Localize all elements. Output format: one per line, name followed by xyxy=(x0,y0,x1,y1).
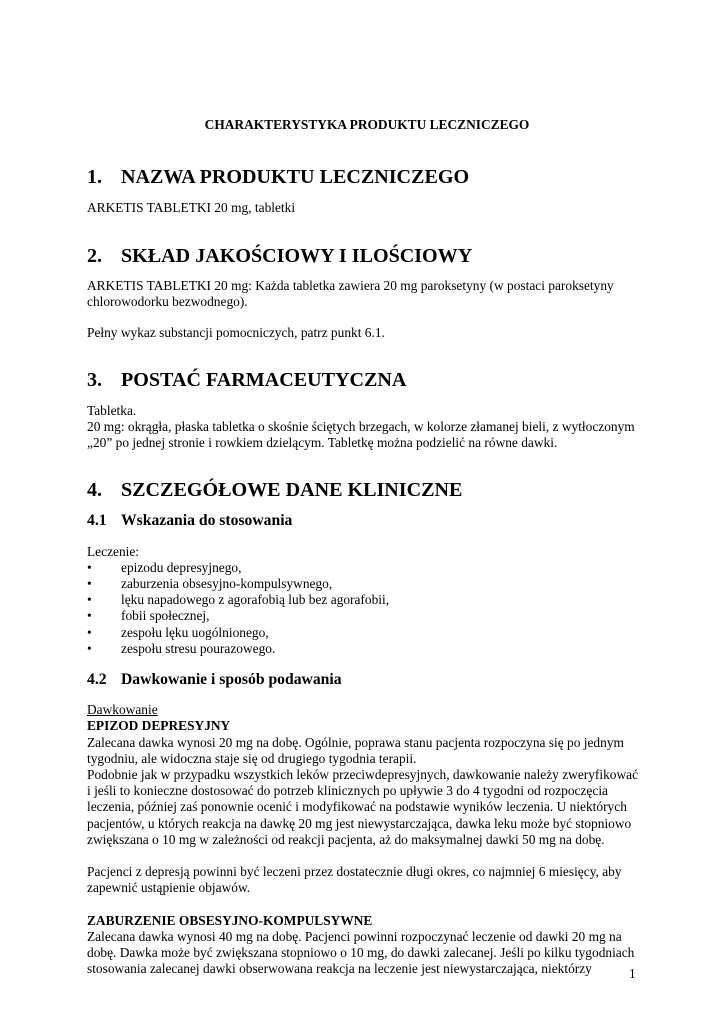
ocd-line-1: Zalecana dawka wynosi 40 mg na dobę. Pacjenci powinni rozpoczynać leczenie od dawki 20 mg na xyxy=(87,928,622,944)
excipients-text: Pełny wykaz substancji pomocniczych, patrz punkt 6.1. xyxy=(87,325,385,341)
bullet-icon: • xyxy=(87,592,92,608)
section-4-title: SZCZEGÓŁOWE DANE KLINICZNE xyxy=(121,479,463,502)
section-2-heading xyxy=(87,244,647,267)
section-4-number: 4. xyxy=(87,479,103,502)
indications-intro: Leczenie: xyxy=(87,543,140,559)
list-item: • zespołu lęku uogólnionego, xyxy=(87,624,269,640)
document-page xyxy=(87,117,647,977)
product-name-text: ARKETIS TABLETKI 20 mg, tabletki xyxy=(87,200,296,216)
ocd-line-2: dobę. Dawka może być zwiększana stopniowo o 10 mg, do dawki zalecanej. Jeśli po kilku tygodniach xyxy=(87,944,635,960)
list-item: • zaburzenia obsesyjno-kompulsywnego, xyxy=(87,576,333,592)
bullet-icon: • xyxy=(87,640,92,656)
depression-line-4: i jeśli to konieczne dostosować do potrzeb klinicznych po upływie 3 do 4 tygodni od rozpoczęcia xyxy=(87,783,608,799)
section-2-number: 2. xyxy=(87,244,103,267)
list-item: • lęku napadowego z agorafobią lub bez agorafobii, xyxy=(87,592,390,608)
depression-line-6: pacjentów, u których reakcja na dawkę 20 mg jest niewystarczająca, dawka leku może być stopniowo xyxy=(87,815,632,831)
page-number: 1 xyxy=(629,966,636,981)
depression-heading: EPIZOD DEPRESYJNY xyxy=(87,718,231,734)
depression-line-3: Podobnie jak w przypadku wszystkich leków przeciwdepresyjnych, dawkowanie należy zweryfikować xyxy=(87,767,639,783)
composition-text-line-2: chlorowodorku bezwodnego). xyxy=(87,294,248,310)
form-text-line-3: „20” po jednej stronie i rowkiem dzielącym. Tabletkę można podzielić na równe dawki. xyxy=(87,435,558,451)
section-4-1-number: 4.1 xyxy=(87,512,107,530)
section-3-title: POSTAĆ FARMACEUTYCZNA xyxy=(121,369,407,392)
bullet-icon: • xyxy=(87,624,92,640)
indications-list xyxy=(87,560,647,657)
section-4-heading xyxy=(87,479,647,502)
section-1-title: NAZWA PRODUKTU LECZNICZEGO xyxy=(121,166,470,189)
form-text-line-2: 20 mg: okrągła, płaska tabletka o skośnie ściętych brzegach, w kolorze złamanej bieli, z wytłoczonym xyxy=(87,418,635,434)
section-1-number: 1. xyxy=(87,166,103,189)
list-item: • zespołu stresu pourazowego. xyxy=(87,640,276,656)
bullet-icon: • xyxy=(87,576,92,592)
ocd-heading: ZABURZENIE OBSESYJNO-KOMPULSYWNE xyxy=(87,912,373,928)
list-item: • fobii społecznej, xyxy=(87,608,210,624)
depression-line-2: tygodniu, ale widoczna staje się od drugiego tygodnia terapii. xyxy=(87,750,417,766)
dosage-subheading: Dawkowanie xyxy=(87,702,158,718)
section-4-2-number: 4.2 xyxy=(87,671,107,689)
section-3-heading xyxy=(87,369,647,392)
section-3-number: 3. xyxy=(87,369,103,392)
section-2-title: SKŁAD JAKOŚCIOWY I ILOŚCIOWY xyxy=(121,244,473,267)
ocd-line-3: stosowania zalecanej dawki obserwowana reakcja na leczenie jest niewystarczająca, niektórzy xyxy=(87,961,592,977)
section-1-heading xyxy=(87,166,647,189)
section-4-1-title: Wskazania do stosowania xyxy=(121,512,293,530)
section-4-1-heading xyxy=(87,513,647,529)
composition-text-line-1: ARKETIS TABLETKI 20 mg: Każda tabletka zawiera 20 mg paroksetyny (w postaci paroksetyny xyxy=(87,277,614,293)
section-4-2-title: Dawkowanie i sposób podawania xyxy=(121,671,342,689)
form-text-line-1: Tabletka. xyxy=(87,402,137,418)
depression-line-5: leczenia, później zaś ponownie ocenić i modyfikować na podstawie wyników leczenia. U niektórych xyxy=(87,799,627,815)
section-4-2-heading xyxy=(87,672,647,688)
document-title: CHARAKTERYSTYKA PRODUKTU LECZNICZEGO xyxy=(204,117,530,132)
depression-line-1: Zalecana dawka wynosi 20 mg na dobę. Ogólnie, poprawa stanu pacjenta rozpoczyna się po jednym xyxy=(87,734,624,750)
bullet-icon: • xyxy=(87,559,92,575)
depression-para2-line-1: Pacjenci z depresją powinni być leczeni przez dostatecznie długi okres, co najmniej 6 miesięcy, aby xyxy=(87,864,622,880)
list-item: • epizodu depresyjnego, xyxy=(87,559,242,575)
depression-line-7: zwiększana o 10 mg w zależności od reakcji pacjenta, aż do maksymalnej dawki 50 mg na dobę. xyxy=(87,831,605,847)
bullet-icon: • xyxy=(87,608,92,624)
depression-para2-line-2: zapewnić ustąpienie objawów. xyxy=(87,880,251,896)
